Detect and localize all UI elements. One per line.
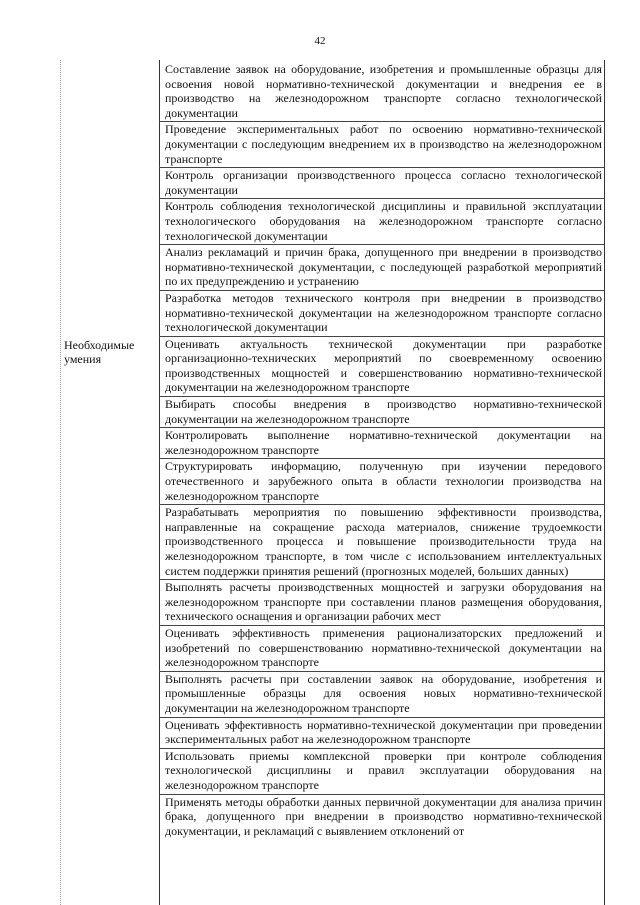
row-label — [60, 428, 159, 459]
row-label — [60, 505, 159, 580]
table-row — [60, 199, 605, 245]
row-text: Анализ рекламаций и причин брака, допущенного при внедрении в производство нормативно-технической документации, с последующей разработкой мероприятий по их предупреждению и устранению — [159, 245, 605, 291]
row-label — [60, 718, 159, 749]
row-text: Разработка методов технического контроля при внедрении в производство нормативно-технической документации на железнодорожном транспорте согласно технологической документации — [159, 291, 605, 337]
row-label — [60, 199, 159, 245]
table-row — [60, 459, 605, 505]
row-text: Контролировать выполнение нормативно-технической документации на железнодорожном транспорте — [159, 428, 605, 459]
row-text: Выполнять расчеты производственных мощностей и загрузки оборудования на железнодорожном транспорте при составлении планов размещения оборудования, технического оснащения и организации рабочих мест — [159, 580, 605, 626]
table-row — [60, 245, 605, 291]
row-label — [60, 626, 159, 672]
table-row — [60, 626, 605, 672]
row-text: Выполнять расчеты при составлении заявок на оборудование, изобретения и промышленные образцы для освоения новых нормативно-технической документации на железнодорожном транспорте — [159, 672, 605, 718]
table-row — [60, 580, 605, 626]
table-row — [60, 795, 605, 840]
table-row — [60, 428, 605, 459]
row-text: Выбирать способы внедрения в производство нормативно-технической документации на железнодорожном транспорте — [159, 397, 605, 428]
table-row — [60, 749, 605, 795]
row-label — [60, 245, 159, 291]
table-row — [60, 718, 605, 749]
table-row — [60, 122, 605, 168]
row-label — [60, 672, 159, 718]
page-number: 42 — [314, 35, 326, 47]
requirements-table — [60, 62, 605, 839]
row-label — [60, 580, 159, 626]
row-text: Разрабатывать мероприятия по повышению эффективности производства, направленные на сокращение расхода материалов, снижение трудоемкости производственного процесса и повышение производительности труда на железнодорожном транспорте, в том числе с использованием интеллектуальных систем поддержки принятия решений (прогнозных моделей, больших данных) — [159, 505, 605, 580]
row-label — [60, 397, 159, 428]
row-text: Применять методы обработки данных первичной документации для анализа причин брака, допущенного при внедрении в производство нормативно-технической документации, и рекламаций с выявлением отклонений от — [165, 794, 602, 838]
row-label — [60, 122, 159, 168]
table-row — [60, 62, 605, 122]
table-row — [60, 505, 605, 580]
table-row — [60, 672, 605, 718]
row-text: Структурировать информацию, полученную при изучении передового отечественного и зарубежного опыта в области технологии производства на железнодорожном транспорте — [159, 459, 605, 505]
row-text: Проведение экспериментальных работ по освоению нормативно-технической документации с последующим внедрением их в производство на железнодорожном транспорте — [159, 122, 605, 168]
table-row — [60, 337, 605, 397]
row-label — [60, 168, 159, 199]
row-label — [60, 62, 159, 122]
row-text: Оценивать эффективность нормативно-технической документации при проведении экспериментальных работ на железнодорожном транспорте — [159, 718, 605, 749]
row-text: Составление заявок на оборудование, изобретения и промышленные образцы для освоения новой нормативно-технической документации и внедрения ее в производство на железнодорожном транспорте согласно технологической документации — [159, 62, 605, 122]
row-text: Контроль соблюдения технологической дисциплины и правильной эксплуатации технологического оборудования на железнодорожном транспорте согласно технологической документации — [159, 199, 605, 245]
row-text: Оценивать эффективность применения рационализаторских предложений и изобретений по совершенствованию нормативно-технической документации на железнодорожном транспорте — [159, 626, 605, 672]
row-label — [60, 291, 159, 337]
row-label — [60, 795, 159, 840]
section-label-skills: Необходимые умения — [64, 337, 135, 367]
row-text: Использовать приемы комплексной проверки при контроле соблюдения технологической дисциплины и правил эксплуатации оборудования на железнодорожном транспорте — [159, 749, 605, 795]
row-label — [60, 749, 159, 795]
row-label — [60, 459, 159, 505]
table-row — [60, 397, 605, 428]
table-row — [60, 168, 605, 199]
row-text: Оценивать актуальность технической документации при разработке организационно-технических мероприятий по своевременному освоению производственных мощностей и совершенствованию нормативно-технической документации на железнодорожном транспорте — [159, 337, 605, 397]
table-row — [60, 291, 605, 337]
row-text: Контроль организации производственного процесса согласно технологической документации — [159, 168, 605, 199]
